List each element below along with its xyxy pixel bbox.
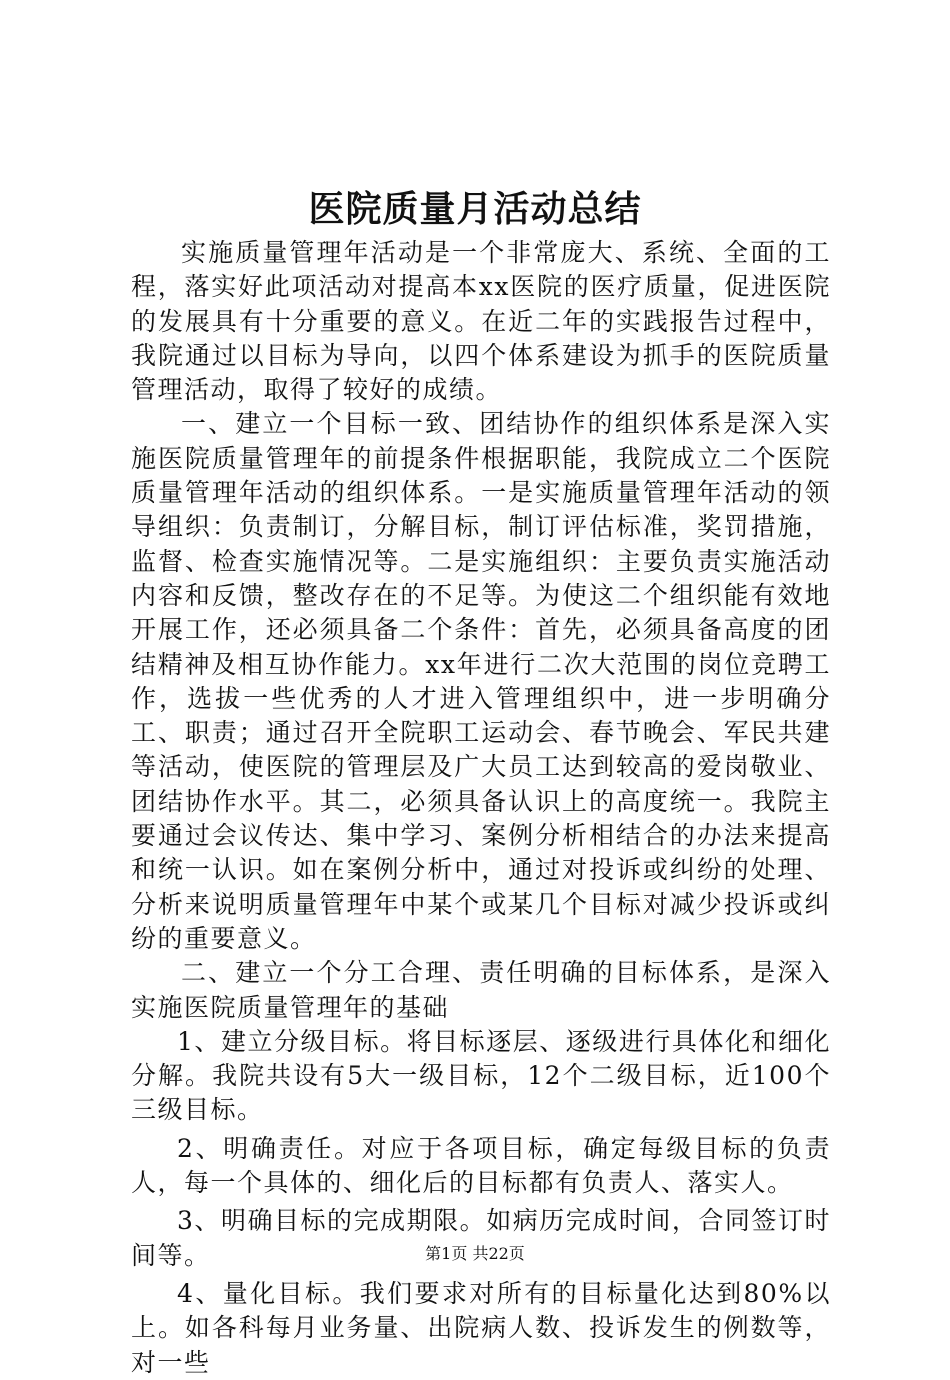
document-title: 医院质量月活动总结 <box>308 188 642 230</box>
paragraph-item-4: 4、量化目标。我们要求对所有的目标量化达到80%以上。如各科每月业务量、出院病人数、投诉发生的例数等，对一些 <box>131 1278 831 1377</box>
paragraph-intro: 实施质量管理年活动是一个非常庞大、系统、全面的工程，落实好此项活动对提高本xx医院的医疗质量，促进医院的发展具有十分重要的意义。在近二年的实践报告过程中，我院通过以目标为导向，以四个体系建设为抓手的医院质量管理活动，取得了较好的成绩。 <box>131 238 831 405</box>
paragraph-item-3: 3、明确目标的完成期限。如病历完成时间，合同签订时间等。 <box>131 1206 831 1270</box>
paragraph-item-2: 2、明确责任。对应于各项目标，确定每级目标的负责人，每一个具体的、细化后的目标都有负责人、落实人。 <box>131 1133 831 1198</box>
page-number-footer: 第1页 共22页 <box>425 1244 525 1263</box>
paragraph-item-1: 1、建立分级目标。将目标逐层、逐级进行具体化和细化分解。我院共设有5大一级目标，12个二级目标，近100个三级目标。 <box>131 1026 831 1125</box>
document-body <box>131 236 831 1380</box>
paragraph-section-two-heading: 二、建立一个分工合理、责任明确的目标体系，是深入实施医院质量管理年的基础 <box>131 958 831 1022</box>
paragraph-section-one: 一、建立一个目标一致、团结协作的组织体系是深入实施医院质量管理年的前提条件根据职能，我院成立二个医院质量管理年活动的组织体系。一是实施质量管理年活动的领导组织：负责制订，分解目标，制订评估标准，奖罚措施，监督、检查实施情况等。二是实施组织：主要负责实施活动内容和反馈，整改存在的不足等。为使这二个组织能有效地开展工作，还必须具备二个条件：首先，必须具备高度的团结精神及相互协作能力。xx年进行二次大范围的岗位竞聘工作，选拔一些优秀的人才进入管理组织中，进一步明确分工、职责；通过召开全院职工运动会、春节晚会、军民共建等活动，使医院的管理层及广大员工达到较高的爱岗敬业、团结协作水平。其二，必须具备认识上的高度统一。我院主要通过会议传达、集中学习、案例分析相结合的办法来提高和统一认识。如在案例分析中，通过对投诉或纠纷的处理、分析来说明质量管理年中某个或某几个目标对减少投诉或纠纷的重要意义。 <box>131 409 831 953</box>
